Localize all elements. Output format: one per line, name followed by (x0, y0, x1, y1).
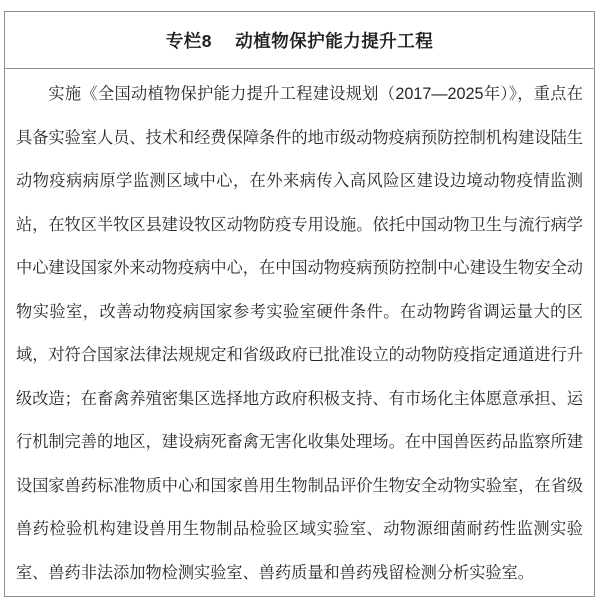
panel-body-text: 实施《全国动植物保护能力提升工程建设规划（2017—2025年）》，重点在具备实验室人员、技术和经费保障条件的地市级动物疫病预防控制机构建设陆生动物疫病病原学监测区域中心，在外来病传入高风险区建设边境动物疫情监测站，在牧区半牧区县建设牧区动物防疫专用设施。依托中国动物卫生与流行病学中心建设国家外来动物疫病中心，在中国动物疫病预防控制中心建设生物安全动物实验室，改善动物疫病国家参考实验室硬件条件。在动物跨省调运量大的区域，对符合国家法律法规规定和省级政府已批准设立的动物防疫指定通道进行升级改造；在畜禽养殖密集区选择地方政府积极支持、有市场化主体愿意承担、运行机制完善的地区，建设病死畜禽无害化收集处理场。在中国兽医药品监察所建设国家兽药标准物质中心和国家兽用生物制品评价生物安全动物实验室，在省级兽药检验机构建设兽用生物制品检验区域实验室、动物源细菌耐药性监测实验室、兽药非法添加物检测实验室、兽药质量和兽药残留检测分析实验室。 (16, 85, 583, 582)
panel-title: 专栏8 动植物保护能力提升工程 (5, 12, 594, 69)
column-box-panel (4, 11, 595, 597)
